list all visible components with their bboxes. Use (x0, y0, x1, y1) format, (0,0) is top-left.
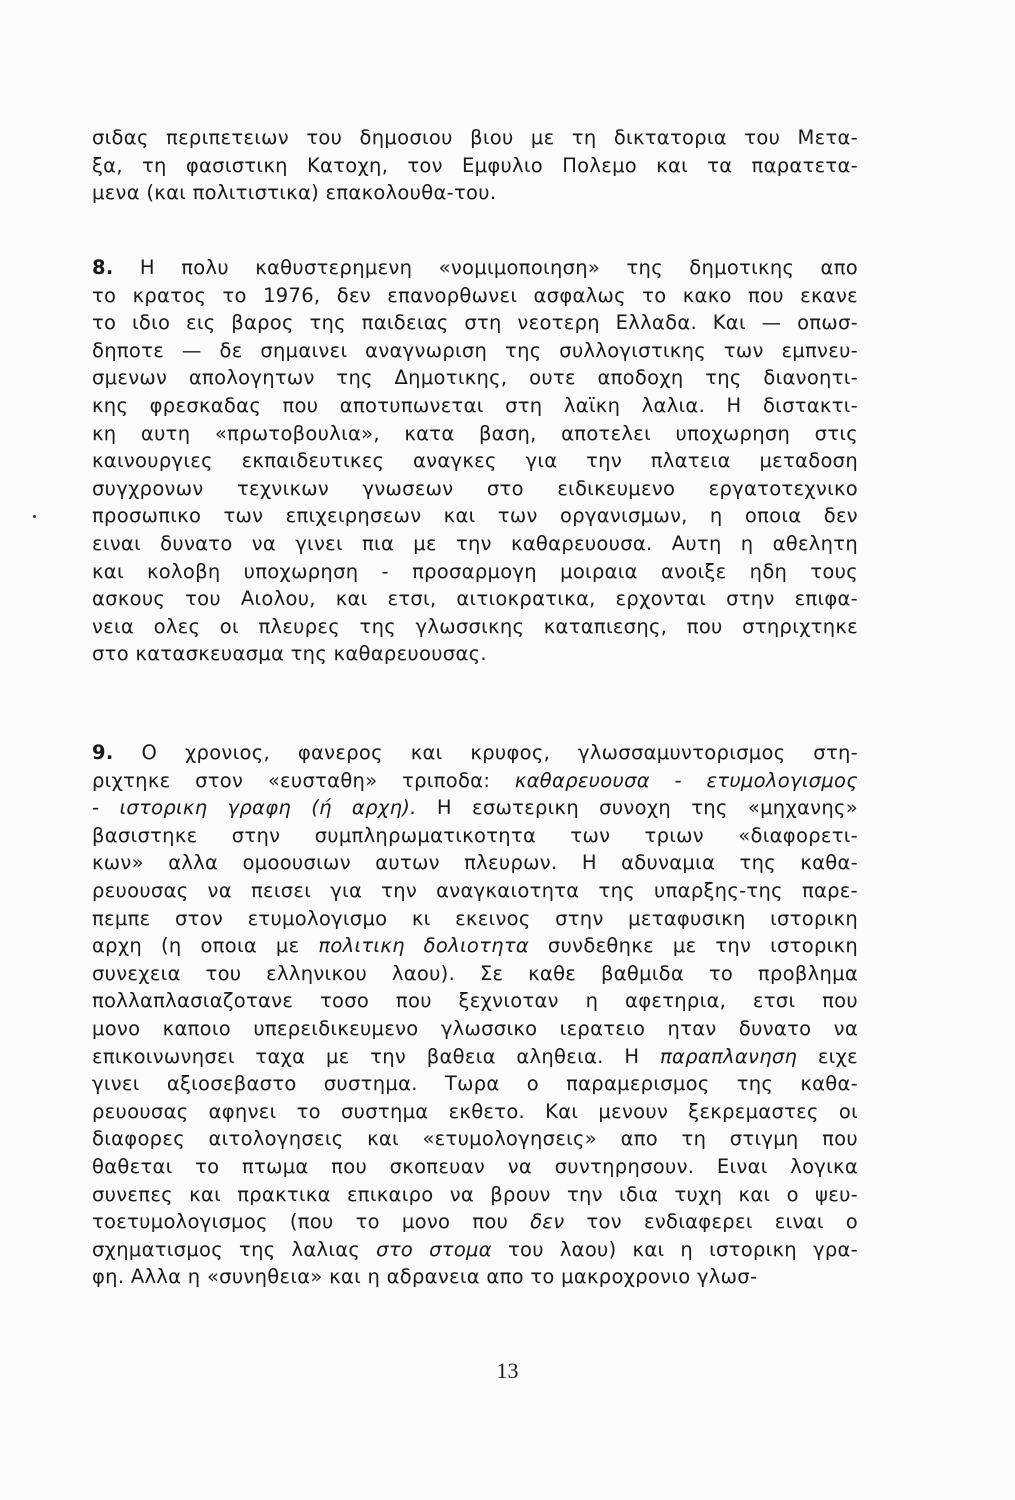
text-line (92, 640, 858, 668)
text-line (92, 447, 858, 475)
paragraph-continuation (92, 124, 858, 207)
text-segment: γινει αξιοσεβαστο συστημα. Τωρα ο παραμερισμος της καθα- (92, 1072, 858, 1096)
text-segment: συνεχεια του ελληνικου λαου). Σε καθε βαθμιδα το προβλημα (92, 961, 858, 985)
text-segment: καινουργιες εκπαιδευτικες αναγκες για την πλατεια μεταδοση (92, 449, 858, 473)
text-line (92, 282, 858, 310)
text-line (92, 254, 858, 282)
text-segment: κων» αλλα ομοουσιων αυτων πλευρων. Η αδυναμια της καθα- (92, 851, 858, 875)
text-segment: ξα, τη φασιστικη Κατοχη, τον Εμφυλιο Πολεμο και τα παρατετα- (92, 153, 858, 177)
text-segment: Ο χρονιος, φανερος και κρυφος, γλωσσαμυντορισμος στη- (113, 741, 858, 764)
text-segment: συνδεθηκε με την ιστορικη (529, 934, 858, 958)
text-segment: ρευουσας να πεισει για την αναγκαιοτητα της υπαρξης-της παρε- (92, 878, 858, 902)
italic-segment: - ιστορικη γραφη (ή αρχη). (92, 796, 417, 820)
text-segment: συνεπες και πρακτικα επικαιρο να βρουν την ιδια τυχη και ο ψευ- (92, 1182, 858, 1206)
text-segment: συγχρονων τεχνικων γνωσεων στο ειδικευμενο εργατοτεχνικο (92, 476, 858, 500)
italic-segment: δεν (530, 1210, 565, 1234)
text-segment: σμενων απολογητων της Δημοτικης, ουτε αποδοχη της διανοητι- (92, 366, 858, 390)
text-line (92, 794, 858, 822)
text-segment: θαθεται το πτωμα που σκοπευαν να συντηρησουν. Ειναι λογικα (92, 1154, 858, 1178)
text-segment: διαφορες αιτολογησεις και «ετυμολογησεις» απο τη στιγμη που (92, 1127, 858, 1151)
text-line (92, 1181, 858, 1209)
text-segment: δηποτε — δε σημαινει αναγνωριση της συλλογιστικης των εμπνευ- (92, 338, 858, 362)
text-line (92, 420, 858, 448)
text-line (92, 475, 858, 503)
text-segment: κη αυτη «πρωτοβουλια», κατα βαση, αποτελει υποχωρηση στις (92, 421, 858, 445)
text-line (92, 502, 858, 530)
scan-speck (33, 515, 36, 518)
text-segment: νεια ολες οι πλευρες της γλωσσικης καταπιεσης, που στηριχτηκε (92, 614, 858, 638)
text-segment: του λαου) και η ιστορικη γρα- (491, 1237, 858, 1261)
text-line (92, 613, 858, 641)
text-line (92, 822, 858, 850)
text-segment: ειχε (797, 1044, 858, 1068)
text-line (92, 739, 858, 767)
text-line (92, 932, 858, 960)
italic-segment: καθαρευουσα - ετυμολογισμος (514, 768, 858, 792)
text-line (92, 1263, 858, 1291)
text-segment: φη. Αλλα η «συνηθεια» και η αδρανεια απο το μακροχρονιο γλωσ- (92, 1265, 758, 1289)
text-line (92, 152, 858, 180)
text-segment: το κρατος το 1976, δεν επανορθωνει ασφαλως το κακο που εκανε (92, 283, 858, 307)
text-line (92, 530, 858, 558)
text-segment: βασιστηκε στην συμπληρωματικοτητα των τριων «διαφορετι- (92, 823, 858, 847)
text-line (92, 1015, 858, 1043)
text-line (92, 179, 858, 207)
italic-segment: στο στομα (376, 1237, 492, 1261)
text-segment: Η εσωτερικη συνοχη της «μηχανης» (416, 796, 858, 820)
text-line (92, 1125, 858, 1153)
text-segment: το ιδιο εις βαρος της παιδειας στη νεοτερη Ελλαδα. Και — οπωσ- (92, 311, 858, 335)
italic-segment: πολιτικη δολιοτητα (318, 934, 530, 958)
text-segment: τον ενδιαφερει ειναι ο (564, 1210, 858, 1234)
text-line (92, 905, 858, 933)
text-segment: και κολοβη υποχωρηση - προσαρμογη μοιραια ανοιξε ηδη τους (92, 559, 858, 583)
text-line (92, 364, 858, 392)
italic-segment: παραπλανηση (659, 1044, 798, 1068)
text-segment: Η πολυ καθυστερημενη «νομιμοποιηση» της δημοτικης απο (113, 256, 858, 279)
text-line (92, 309, 858, 337)
text-line (92, 1098, 858, 1126)
text-segment: πεμπε στον ετυμολογισμο κι εκεινος στην μεταφυσικη ιστορικη (92, 906, 858, 930)
text-line (92, 558, 858, 586)
text-segment: επικοινωνησει ταχα με την βαθεια αληθεια. Η (92, 1044, 660, 1068)
text-segment: πολλαπλασιαζοτανε τοσο που ξεχνιοταν η αφετηρια, ετσι που (92, 989, 858, 1013)
text-line (92, 960, 858, 988)
text-segment: προσωπικο των επιχειρησεων και των οργανισμων, η οποια δεν (92, 504, 858, 528)
text-segment: ριχτηκε στον «ευσταθη» τριποδα: (92, 768, 515, 792)
paragraph-number: 8. (92, 256, 114, 279)
text-segment: τοετυμολογισμος (που το μονο που (92, 1210, 531, 1234)
paragraph-number: 9. (92, 741, 114, 764)
page-number: 13 (496, 1358, 519, 1383)
text-line (92, 877, 858, 905)
text-segment: ρευουσας αφηνει το συστημα εκθετο. Και μενουν ξεκρεμαστες οι (92, 1099, 858, 1123)
text-line (92, 1208, 858, 1236)
text-line (92, 1153, 858, 1181)
text-segment: κης φρεσκαδας που αποτυπωνεται στη λαϊκη λαλια. Η διστακτι- (92, 393, 858, 417)
text-segment: μονο καποιο υπερειδικευμενο γλωσσικο ιερατειο ηταν δυνατο να (92, 1016, 858, 1040)
text-segment: ειναι δυνατο να γινει πια με την καθαρευουσα. Αυτη η αθελητη (92, 531, 858, 555)
text-segment: στο κατασκευασμα της καθαρευουσας. (92, 642, 487, 666)
text-line (92, 1070, 858, 1098)
text-segment: σιδας περιπετειων του δημοσιου βιου με τη δικτατορια του Μετα- (92, 126, 858, 149)
text-line (92, 392, 858, 420)
text-line (92, 767, 858, 795)
text-segment: αρχη (η οποια με (92, 934, 319, 958)
text-line (92, 1236, 858, 1264)
text-line (92, 124, 858, 152)
text-segment: μενα (και πολιτιστικα) επακολουθα-του. (92, 181, 497, 205)
text-line (92, 987, 858, 1015)
text-line (92, 585, 858, 613)
text-segment: ασκους του Αιολου, και ετσι, αιτιοκρατικα, ερχονται στην επιφα- (92, 587, 858, 611)
text-line (92, 849, 858, 877)
text-line (92, 1043, 858, 1071)
paragraph-8 (92, 254, 858, 668)
text-line (92, 337, 858, 365)
text-segment: σχηματισμος της λαλιας (92, 1237, 377, 1261)
paragraph-9 (92, 739, 858, 1291)
